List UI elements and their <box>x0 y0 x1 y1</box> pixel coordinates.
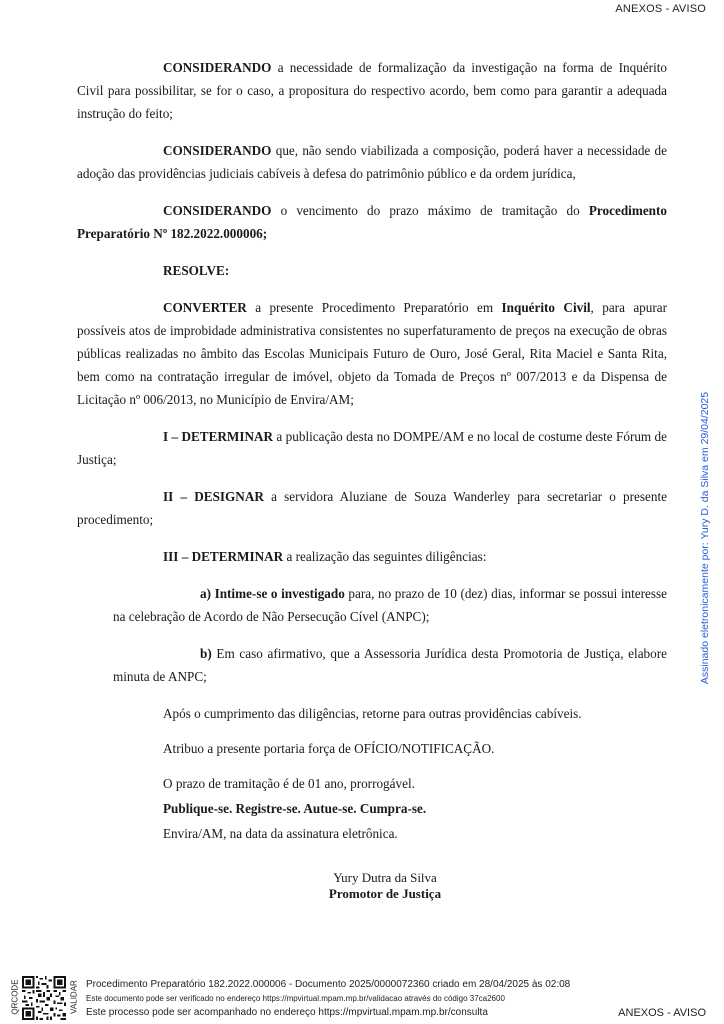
item-b-lead: b) <box>200 646 212 661</box>
considerando-2-text: que, não sendo viabilizada a composição, poderá haver a necessidade de adoção das providências judiciais cabíveis à defesa do patrimônio público e da ordem jurídica, <box>77 143 667 181</box>
item-b-text: Em caso afirmativo, que a Assessoria Jurídica desta Promotoria de Justiça, elabore minuta de ANPC; <box>113 646 667 684</box>
item-a <box>113 582 667 628</box>
qrcode-label <box>9 975 21 1019</box>
footer-line-1: Procedimento Preparatório 182.2022.000006 - Documento 2025/0000072360 criado em 28/04/2025 às 02:08 <box>86 979 571 990</box>
considerando-2-lead: CONSIDERANDO <box>163 143 272 158</box>
considerando-3 <box>77 199 667 245</box>
converter-text-1: a presente Procedimento Preparatório em <box>246 300 502 315</box>
item-b <box>113 642 667 688</box>
item-a-lead: a) Intime-se o investigado <box>200 586 345 601</box>
determinar-1 <box>77 425 667 471</box>
qr-code-icon[interactable] <box>22 976 66 1020</box>
determinar-3-text: a realização das seguintes diligências: <box>283 549 487 564</box>
considerando-3-bold: Procedimento Preparatório Nº 182.2022.000006; <box>77 203 667 241</box>
converter-bold: Inquérito Civil <box>501 300 591 315</box>
determinar-3-lead: III – DETERMINAR <box>163 549 284 564</box>
signature-name: Yury Dutra da Silva <box>333 870 437 885</box>
footer-line-2: Este documento pode ser verificado no endereço https://mpvirtual.mpam.mp.br/validacao através do código 37ca2600 <box>86 994 505 1003</box>
attrib-line: Atribuo a presente portaria força de OFÍCIO/NOTIFICAÇÃO. <box>163 741 495 756</box>
considerando-1 <box>77 56 667 125</box>
considerando-1-lead: CONSIDERANDO <box>163 60 272 75</box>
converter-paragraph <box>77 296 667 411</box>
resolve-heading: RESOLVE: <box>163 263 230 278</box>
considerando-3-lead: CONSIDERANDO <box>163 203 272 218</box>
item-a-text: para, no prazo de 10 (dez) dias, informar se possui interesse na celebração de Acordo de Não Persecução Cível (ANPC); <box>113 586 667 624</box>
qrcode-label-text: QRCODE <box>10 979 20 1015</box>
determinar-1-lead: I – DETERMINAR <box>163 429 274 444</box>
document-body <box>77 56 667 845</box>
determinar-1-text: a publicação desta no DOMPE/AM e no local de costume deste Fórum de Justiça; <box>77 429 668 467</box>
considerando-3-text: o vencimento do prazo máximo de tramitação do <box>271 203 589 218</box>
considerando-1-text: a necessidade de formalização da investigação na forma de Inquérito Civil para possibilitar, se for o caso, a propositura do respectivo acordo, bem como para garantir a adequada instrução do feito; <box>77 60 667 121</box>
header-tag: ANEXOS - AVISO <box>615 3 706 15</box>
converter-lead: CONVERTER <box>163 300 247 315</box>
footer-line-3: Este processo pode ser acompanhado no endereço https://mpvirtual.mpam.mp.br/consulta <box>86 1007 488 1018</box>
side-signature <box>695 385 715 691</box>
signature-role: Promotor de Justiça <box>328 886 442 901</box>
determinar-3 <box>77 545 667 568</box>
prazo-line: O prazo de tramitação é de 01 ano, prorrogável. <box>163 776 415 791</box>
designar-lead: II – DESIGNAR <box>163 489 264 504</box>
converter-text-2: , para apurar possíveis atos de improbidade administrativa consistentes no superfaturamento de preços na execução de obras públicas realizadas no âmbito das Escolas Municipais Futuro de Ouro, José Geral, Rita Maciel e Santa Rita, bem como na contratação irregular de imóvel, objeto da Tomada de Preços nº 007/2013 e da Dispensa de Licitação nº 006/2013, no Município de Envira/AM; <box>77 300 667 407</box>
footer <box>0 972 724 1024</box>
after-line: Após o cumprimento das diligências, retorne para outras providências cabíveis. <box>163 706 582 721</box>
considerando-2 <box>77 139 667 185</box>
validar-label-text: VALIDAR <box>69 980 79 1014</box>
validar-label <box>68 975 80 1019</box>
place-line: Envira/AM, na data da assinatura eletrônica. <box>163 826 398 841</box>
designar <box>77 485 667 531</box>
designar-text: a servidora Aluziane de Souza Wanderley para secretariar o presente procedimento; <box>77 489 667 527</box>
footer-text <box>86 978 626 1020</box>
side-signature-text: Assinado eletronicamente por: Yury D. da Silva em 29/04/2025 <box>699 391 711 685</box>
footer-tag: ANEXOS - AVISO <box>618 1007 706 1019</box>
publique-line: Publique-se. Registre-se. Autue-se. Cumpra-se. <box>163 801 427 816</box>
